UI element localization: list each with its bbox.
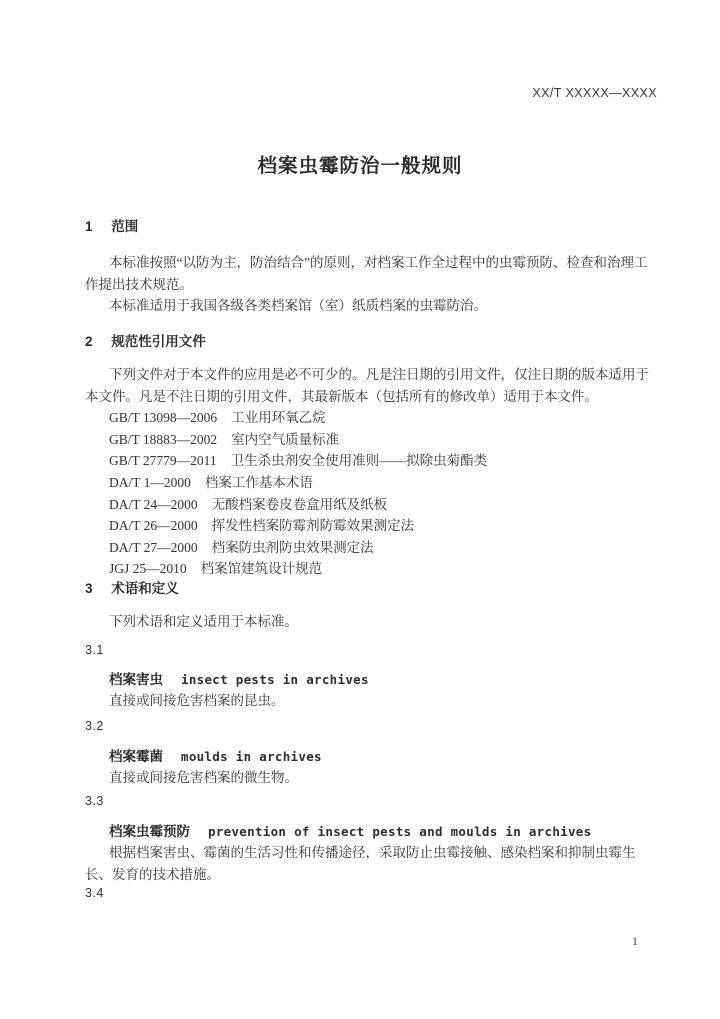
section-title: 术语和定义 (111, 581, 179, 596)
paragraph: 本标准按照“以防为主，防治结合”的原则，对档案工作全过程中的虫霉预防、检查和治理工作提出技术规范。 (85, 255, 648, 292)
reference-item (85, 429, 660, 451)
section-title: 范围 (111, 219, 139, 234)
reference-code: GB/T 13098—2006 (109, 410, 218, 426)
section-3-heading (85, 577, 179, 597)
page-title: 档案虫霉防治一般规则 (257, 155, 463, 177)
section-number: 1 (85, 219, 93, 234)
reference-code: DA/T 24—2000 (109, 496, 198, 512)
page-number: 1 (632, 934, 638, 948)
paragraph: 下列术语和定义适用于本标准。 (109, 614, 298, 629)
term-definition: 根据档案害虫、霉菌的生活习性和传播途径，采取防止虫霉接触、感染档案和抑制虫霉生长、发育的技术措施。 (85, 845, 636, 882)
reference-code: GB/T 27779—2011 (109, 453, 217, 469)
term-number: 3.2 (85, 719, 104, 733)
reference-code: DA/T 26—2000 (109, 518, 198, 534)
reference-code: DA/T 27—2000 (109, 539, 198, 555)
term-definition: 直接或间接危害档案的昆虫。 (109, 693, 285, 708)
reference-title: 室内空气质量标准 (231, 431, 340, 447)
reference-title: 卫生杀虫剂安全使用准则——拟除虫菊酯类 (230, 453, 488, 469)
reference-item (85, 450, 660, 472)
section-3-intro (85, 611, 660, 633)
term-zh: 档案霉菌 (109, 749, 163, 764)
section-number: 2 (85, 334, 93, 349)
term-zh: 档案害虫 (109, 672, 163, 687)
reference-code: JGJ 25—2010 (109, 561, 187, 577)
reference-item (85, 494, 660, 516)
paragraph: 下列文件对于本文件的应用是必不可少的。凡是注日期的引用文件，仅注日期的版本适用于本文件。凡是不注日期的引用文件，其最新版本（包括所有的修改单）适用于本文件。 (85, 367, 649, 404)
term-number: 3.3 (85, 794, 104, 808)
reference-item (85, 472, 660, 494)
section-2-heading (85, 330, 206, 350)
reference-item (85, 537, 660, 559)
doc-number: XX/T XXXXX—XXXX (532, 86, 657, 100)
section-1-body (85, 252, 660, 317)
term-number: 3.1 (85, 643, 104, 657)
term-entry (109, 668, 369, 689)
term-en: moulds in archives (181, 749, 322, 764)
term-en: prevention of insect pests and moulds in archives (208, 824, 592, 839)
reference-title: 挥发性档案防霉剂防霉效果测定法 (211, 518, 415, 534)
term-entry (109, 820, 591, 841)
reference-item (85, 515, 660, 537)
term-number: 3.4 (85, 886, 104, 900)
term-en: insect pests in archives (181, 672, 369, 687)
reference-code: GB/T 18883—2002 (109, 431, 218, 447)
references-list (85, 407, 660, 580)
reference-title: 档案防虫剂防虫效果测定法 (211, 539, 374, 555)
paragraph: 本标准适用于我国各级各类档案馆（室）纸质档案的虫霉防治。 (109, 298, 487, 314)
section-number: 3 (85, 581, 93, 596)
reference-title: 无酸档案卷皮卷盒用纸及纸板 (211, 496, 388, 512)
term-entry (109, 745, 322, 766)
reference-title: 工业用环氧乙烷 (231, 410, 326, 426)
reference-title: 档案工作基本术语 (204, 474, 313, 490)
reference-code: DA/T 1—2000 (109, 474, 191, 490)
section-1-heading (85, 215, 138, 235)
section-title: 规范性引用文件 (111, 334, 206, 349)
reference-item (85, 407, 660, 429)
section-2-body (85, 364, 660, 580)
reference-title: 档案馆建筑设计规范 (200, 561, 323, 577)
term-definition: 直接或间接危害档案的微生物。 (109, 770, 298, 785)
term-zh: 档案虫霉预防 (109, 824, 190, 839)
